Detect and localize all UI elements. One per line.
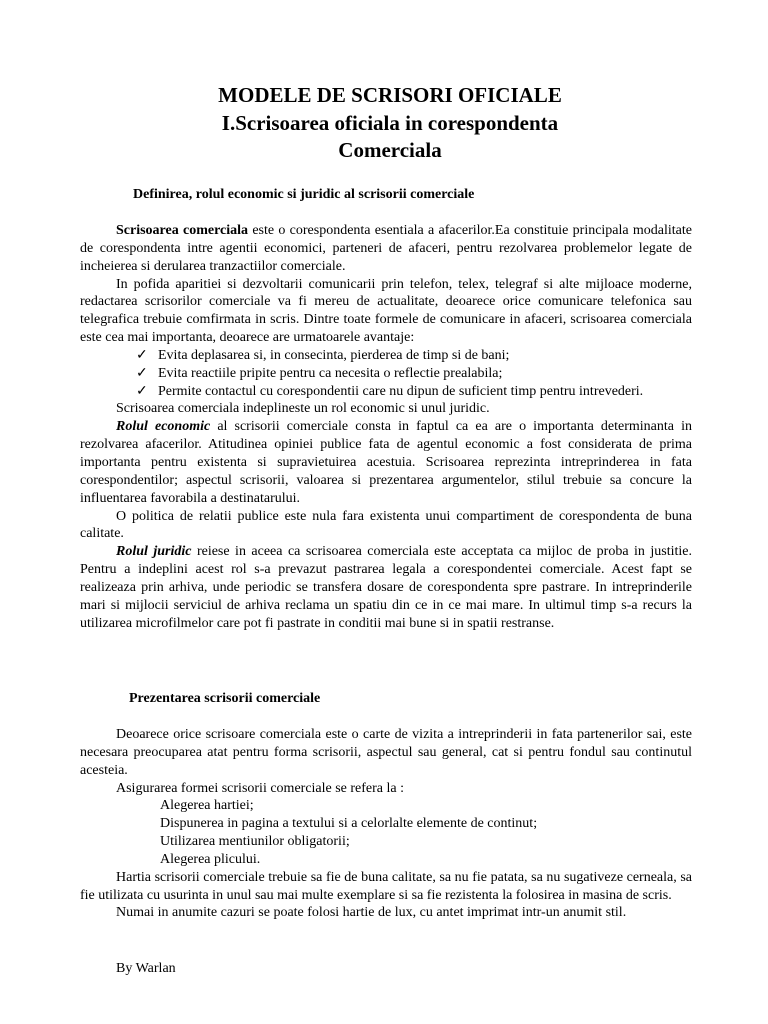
paragraph-economic-text: al scrisorii comerciale consta in faptul ca ea are o importanta determinanta in rezolvarea afacerilor. Atitudinea opiniei publice fata de agentul economic a fost considerata de prima importanta pentru existenta si supravietuirea acestuia. Scrisoarea reprezinta intreprinderea in fata corespondentilor; aspectul scrisorii, valoarea si prezentarea argumentelor, stilul trebuie sa concure la influentarea favorabila a destinatarului. [80,419,692,506]
italic-term-economic: Rolul economic [116,419,211,435]
list-item: Utilizarea mentiunilor obligatorii; [160,834,350,850]
check-icon: ✓ [136,347,148,363]
list-item [136,365,692,383]
list-item [136,347,692,365]
advantage-text: Permite contactul cu corespondentii care nu dipun de suficient timp pentru intrevederi. [158,383,644,399]
section-definition-body [80,222,692,632]
paragraph-luxury-paper: Numai in anumite cazuri se poate folosi hartie de lux, cu antet imprimat intr-un anumit stil. [116,905,627,921]
section-presentation-body [80,726,692,922]
advantage-text: Evita reactiile pripite pentru ca necesita o reflectie prealabila; [158,365,503,381]
author-signature [80,960,692,978]
paragraph-juridic-role [80,543,692,632]
paragraph-intro [80,222,692,276]
paragraph-public-relations: O politica de relatii publice este nula fara existenta unui compartiment de corespondenta de buna calitate. [80,508,692,542]
paragraph-roles: Scrisoarea comerciala indeplineste un rol economic si unul juridic. [116,401,490,417]
document-subtitle: I.Scrisoarea oficiala in corespondenta [221,111,559,135]
document-title: MODELE DE SCRISORI OFICIALE [218,83,562,107]
italic-term-juridic: Rolul juridic [116,544,192,560]
form-items-list [80,797,692,868]
list-item [136,383,692,401]
paragraph-juridic-text: reiese in aceea ca scrisoarea comerciala este acceptata ca mijloc de proba in justitie. Pentru a indeplini acest rol s-a prevazut pastrarea legala a corespondentei comerciale. Acest fapt se realizeaza prin arhiva, unde periodic se transfera dosare de corespondenta spre pastrare. In intreprinderile mari si mijlocii serviciul de arhiva reclama un spatiu din ce in ce mai mare. In ultimul timp s-a recurs la utilizarea microfilmelor care pot fi pastrate in conditii mai bune si in spatii restranse. [80,544,692,631]
paragraph-paper-quality: Hartia scrisorii comerciale trebuie sa fie de buna calitate, sa nu fie patata, sa nu sugativeze cerneala, sa fie utilizata cu usurinta in unul sau mai multe exemplare si sa fie rezistenta la folosirea in masina de scris. [80,869,692,903]
section-heading-presentation: Prezentarea scrisorii comerciale [129,691,321,706]
list-item: Dispunerea in pagina a textului si a celorlalte elemente de continut; [160,816,538,832]
paragraph-form: Asigurarea formei scrisorii comerciale se refera la : [116,780,405,796]
paragraph-intro-text: este o corespondenta esentiala a afacerilor.Ea constituie principala modalitate de corespondenta intre agentii economici, parteneri de afaceri, pentru rezolvarea problemelor legate de incheierea si derularea tranzactiilor comerciale. [80,223,692,274]
list-item: Alegerea hartiei; [160,798,254,814]
advantages-list [80,347,692,401]
check-icon: ✓ [136,365,148,381]
advantage-text: Evita deplasarea si, in consecinta, pierderea de timp si de bani; [158,347,510,363]
document-subtitle-continued: Comerciala [338,138,442,162]
author-line: By Warlan [116,961,176,976]
paragraph-business-card: Deoarece orice scrisoare comerciala este o carte de vizita a intreprinderii in fata partenerilor sai, este necesara preocuparea atat pentru forma scrisorii, aspectul sau general, cat si pentru fondul sau continutul acesteia. [80,727,692,778]
section-heading-definition: Definirea, rolul economic si juridic al scrisorii comerciale [133,187,475,202]
bold-term: Scrisoarea comerciala [116,223,249,238]
list-item: Alegerea plicului. [160,851,261,867]
check-icon: ✓ [136,383,148,399]
paragraph-modern-communication: In pofida aparitiei si dezvoltarii comunicarii prin telefon, telex, telegraf si alte mijloace moderne, redactarea scrisorilor comerciale va fi mereu de actualitate, deoarece orice comunicare telefonica sau telegrafica trebuie comfirmata in scris. Dintre toate formele de comunicare in afaceri, scrisoarea comerciala este cea mai importanta, deoarece are urmatoarele avantaje: [80,276,692,346]
paragraph-economic-role [80,418,692,507]
